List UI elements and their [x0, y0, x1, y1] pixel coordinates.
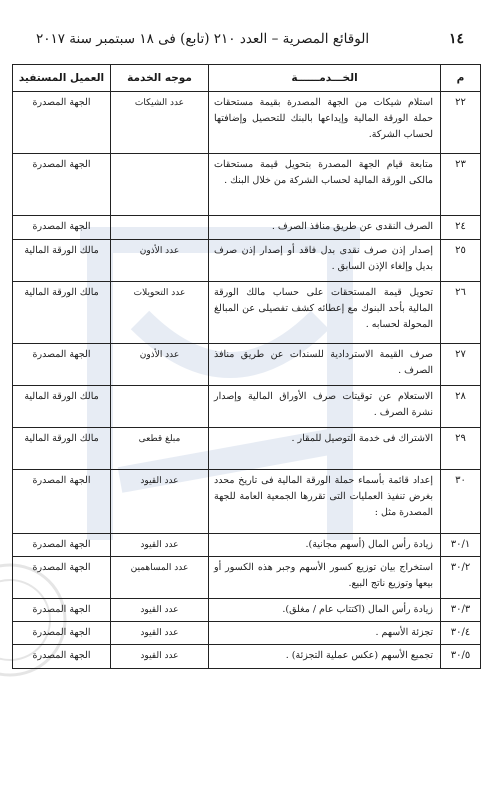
- beneficiary-client: مالك الورقة المالية: [13, 240, 111, 282]
- beneficiary-client: الجهة المصدرة: [13, 599, 111, 622]
- beneficiary-client: الجهة المصدرة: [13, 645, 111, 669]
- service-basis: عدد القيود: [111, 622, 209, 645]
- service-description: تجزئة الأسهم .: [209, 622, 441, 645]
- service-description: تحويل قيمة المستحقات على حساب مالك الورقة المالية بأحد البنوك مع إعطائه كشف تفصيلى عن المبالغ المحولة لحسابه .: [209, 282, 441, 344]
- service-description: إصدار إذن صرف نقدى بدل فاقد أو إصدار إذن صرف بديل وإلغاء الإذن السابق .: [209, 240, 441, 282]
- beneficiary-client: الجهة المصدرة: [13, 344, 111, 386]
- table-row: [13, 470, 481, 534]
- row-number: ٢٦: [441, 282, 481, 344]
- service-basis: [111, 386, 209, 428]
- service-description: متابعة قيام الجهة المصدرة بتحويل قيمة مستحقات مالكى الورقة المالية لحساب الشركة من خلال البنك .: [209, 154, 441, 216]
- table-row: [13, 154, 481, 216]
- table-row: [13, 534, 481, 557]
- beneficiary-client: الجهة المصدرة: [13, 534, 111, 557]
- service-basis: عدد الأذون: [111, 344, 209, 386]
- table-row: [13, 645, 481, 669]
- table-row: [13, 557, 481, 599]
- table-row: [13, 92, 481, 154]
- beneficiary-client: مالك الورقة المالية: [13, 386, 111, 428]
- row-number: ٣٠/٢: [441, 557, 481, 599]
- beneficiary-client: الجهة المصدرة: [13, 557, 111, 599]
- service-basis: مبلغ قطعى: [111, 428, 209, 470]
- column-header-directed: موجه الخدمة: [111, 65, 209, 92]
- beneficiary-client: الجهة المصدرة: [13, 92, 111, 154]
- table-header-row: [13, 65, 481, 92]
- row-number: ٢٥: [441, 240, 481, 282]
- service-description: الاشتراك فى خدمة التوصيل للمقار .: [209, 428, 441, 470]
- table-row: [13, 216, 481, 240]
- page-header: [36, 28, 464, 50]
- row-number: ٢٧: [441, 344, 481, 386]
- service-basis: عدد المساهمين: [111, 557, 209, 599]
- table-row: [13, 240, 481, 282]
- beneficiary-client: الجهة المصدرة: [13, 216, 111, 240]
- table-row: [13, 282, 481, 344]
- beneficiary-client: الجهة المصدرة: [13, 622, 111, 645]
- service-basis: عدد القيود: [111, 534, 209, 557]
- row-number: ٣٠: [441, 470, 481, 534]
- row-number: ٣٠/١: [441, 534, 481, 557]
- row-number: ٢٨: [441, 386, 481, 428]
- beneficiary-client: الجهة المصدرة: [13, 154, 111, 216]
- row-number: ٢٢: [441, 92, 481, 154]
- page-number: ١٤: [448, 31, 464, 47]
- service-description: استخراج بيان توزيع كسور الأسهم وجبر هذه الكسور أو بيعها وتوزيع ناتج البيع.: [209, 557, 441, 599]
- service-basis: عدد القيود: [111, 470, 209, 534]
- service-basis: عدد الأذون: [111, 240, 209, 282]
- beneficiary-client: مالك الورقة المالية: [13, 282, 111, 344]
- column-header-client: العميل المستفيد: [13, 65, 111, 92]
- service-basis: عدد الشيكات: [111, 92, 209, 154]
- service-description: صرف القيمة الاستردادية للسندات عن طريق منافذ الصرف .: [209, 344, 441, 386]
- row-number: ٣٠/٥: [441, 645, 481, 669]
- service-description: زيادة رأس المال (اكتتاب عام / مغلق).: [209, 599, 441, 622]
- service-description: الصرف النقدى عن طريق منافذ الصرف .: [209, 216, 441, 240]
- table-row: [13, 344, 481, 386]
- beneficiary-client: مالك الورقة المالية: [13, 428, 111, 470]
- column-header-num: م: [441, 65, 481, 92]
- row-number: ٢٩: [441, 428, 481, 470]
- gazette-title: الوقائع المصرية – العدد ٢١٠ (تابع) فى ١٨ سبتمبر سنة ٢٠١٧: [36, 31, 370, 47]
- beneficiary-client: الجهة المصدرة: [13, 470, 111, 534]
- table-row: [13, 622, 481, 645]
- service-basis: [111, 154, 209, 216]
- service-basis: عدد القيود: [111, 645, 209, 669]
- row-number: ٣٠/٤: [441, 622, 481, 645]
- table-row: [13, 386, 481, 428]
- service-basis: [111, 216, 209, 240]
- services-table: [12, 64, 481, 669]
- row-number: ٣٠/٣: [441, 599, 481, 622]
- row-number: ٢٣: [441, 154, 481, 216]
- service-basis: عدد التحويلات: [111, 282, 209, 344]
- service-description: زيادة رأس المال (أسهم مجانية).: [209, 534, 441, 557]
- table-row: [13, 599, 481, 622]
- service-description: تجميع الأسهم (عكس عملية التجزئة) .: [209, 645, 441, 669]
- table-row: [13, 428, 481, 470]
- row-number: ٢٤: [441, 216, 481, 240]
- service-description: استلام شيكات من الجهة المصدرة بقيمة مستحقات حملة الورقة المالية وإيداعها بالبنك للتحصيل وإضافتها لحساب الشركة.: [209, 92, 441, 154]
- service-description: الاستعلام عن توقيتات صرف الأوراق المالية وإصدار نشرة الصرف .: [209, 386, 441, 428]
- service-basis: عدد القيود: [111, 599, 209, 622]
- service-description: إعداد قائمة بأسماء حملة الورقة المالية فى تاريخ محدد بغرض تنفيذ العمليات التى تقررها الجمعية العامة للجهة المصدرة مثل :: [209, 470, 441, 534]
- column-header-service: الخـــدمــــــة: [209, 65, 441, 92]
